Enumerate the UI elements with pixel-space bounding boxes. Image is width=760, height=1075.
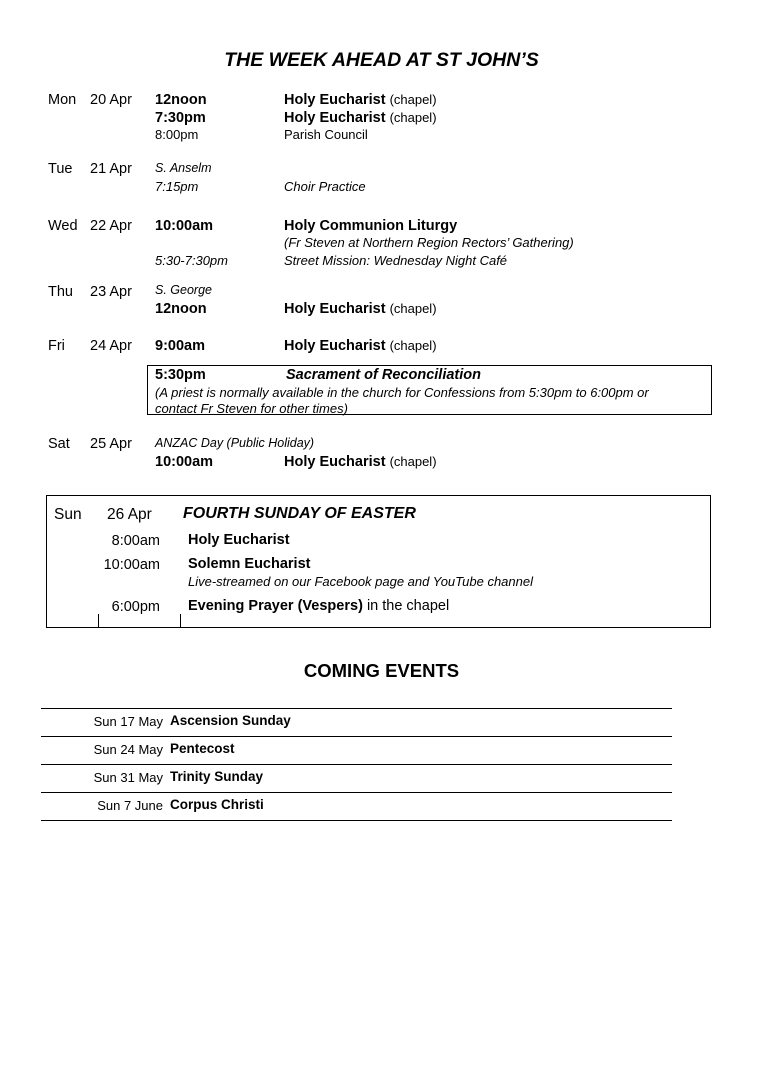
sunday-title: FOURTH SUNDAY OF EASTER — [183, 505, 416, 522]
event-note: (Fr Steven at Northern Region Rectors’ Gathering) — [284, 235, 574, 250]
event-note: in the chapel — [366, 598, 450, 614]
event-time: 8:00pm — [155, 127, 199, 142]
event-time: 10:00am — [103, 557, 160, 573]
event-note: (chapel) — [389, 301, 437, 316]
event-name: Holy Eucharist — [284, 110, 386, 126]
event-date: Sun 17 May — [93, 714, 163, 729]
divider — [41, 792, 672, 793]
event-name: Evening Prayer (Vespers) — [188, 598, 363, 614]
event-time: 10:00am — [155, 218, 214, 234]
day-label: Thu — [48, 284, 73, 300]
event-name: Solemn Eucharist — [188, 556, 311, 572]
event-time: 9:00am — [155, 338, 205, 354]
date-label: 20 Apr — [90, 92, 132, 108]
event-note: Live-streamed on our Facebook page and YouTube channel — [188, 574, 533, 589]
event-name: Pentecost — [170, 741, 235, 756]
event-note: (A priest is normally available in the church for Confessions from 5:30pm to 6:00pm or — [155, 385, 649, 400]
event-time: 12noon — [155, 92, 207, 108]
event-name: Holy Eucharist — [284, 92, 386, 108]
event — [284, 338, 437, 354]
divider — [41, 820, 672, 821]
feast-day: S. Anselm — [155, 161, 212, 175]
divider — [41, 736, 672, 737]
event-time: 8:00am — [111, 533, 160, 549]
event-note: (chapel) — [389, 92, 437, 107]
event-name: Corpus Christi — [170, 797, 264, 812]
event-name: Holy Eucharist — [284, 454, 386, 470]
event-time: 7:15pm — [155, 179, 199, 194]
event — [284, 454, 437, 470]
day-label: Sat — [48, 436, 70, 452]
date-label: 21 Apr — [90, 161, 132, 177]
date-label: 26 Apr — [107, 506, 152, 523]
event-date: Sun 7 June — [97, 798, 163, 813]
event-note: (chapel) — [389, 110, 437, 125]
day-label: Wed — [48, 218, 78, 234]
event-note: (chapel) — [389, 338, 437, 353]
date-label: 22 Apr — [90, 218, 132, 234]
event-name: Holy Eucharist — [188, 532, 290, 548]
event-time: 12noon — [155, 301, 207, 317]
event — [284, 301, 437, 317]
date-label: 25 Apr — [90, 436, 132, 452]
event — [284, 92, 437, 108]
day-label: Sun — [54, 506, 82, 523]
feast-day: S. George — [155, 283, 212, 297]
event — [188, 598, 449, 614]
event-time: 10:00am — [155, 454, 214, 470]
divider — [41, 708, 672, 709]
event-name: Choir Practice — [284, 179, 366, 194]
event-name: Holy Eucharist — [284, 338, 386, 354]
event-time: 7:30pm — [155, 110, 206, 126]
date-label: 23 Apr — [90, 284, 132, 300]
page-title: THE WEEK AHEAD AT ST JOHN’S — [224, 49, 539, 71]
event-name: Ascension Sunday — [170, 713, 291, 728]
divider — [180, 614, 181, 628]
event-name: Street Mission: Wednesday Night Café — [284, 253, 508, 268]
event-name: Parish Council — [284, 127, 368, 142]
event-note: (chapel) — [389, 454, 437, 469]
divider — [98, 614, 99, 628]
feast-day: ANZAC Day (Public Holiday) — [155, 436, 315, 450]
day-label: Fri — [48, 338, 65, 354]
divider — [41, 764, 672, 765]
event-name: Sacrament of Reconciliation — [286, 367, 481, 383]
event-name: Holy Communion Liturgy — [284, 218, 458, 234]
event-date: Sun 24 May — [93, 742, 163, 757]
event-name: Holy Eucharist — [284, 301, 386, 317]
day-label: Mon — [48, 92, 77, 108]
date-label: 24 Apr — [90, 338, 132, 354]
event-time: 6:00pm — [111, 599, 160, 615]
event-time: 5:30-7:30pm — [155, 253, 228, 268]
event-name: Trinity Sunday — [170, 769, 264, 784]
event — [284, 110, 437, 126]
event-note: contact Fr Steven for other times) — [155, 401, 348, 416]
event-date: Sun 31 May — [93, 770, 163, 785]
day-label: Tue — [48, 161, 73, 177]
event-time: 5:30pm — [155, 367, 206, 383]
coming-events-title: COMING EVENTS — [303, 660, 460, 681]
